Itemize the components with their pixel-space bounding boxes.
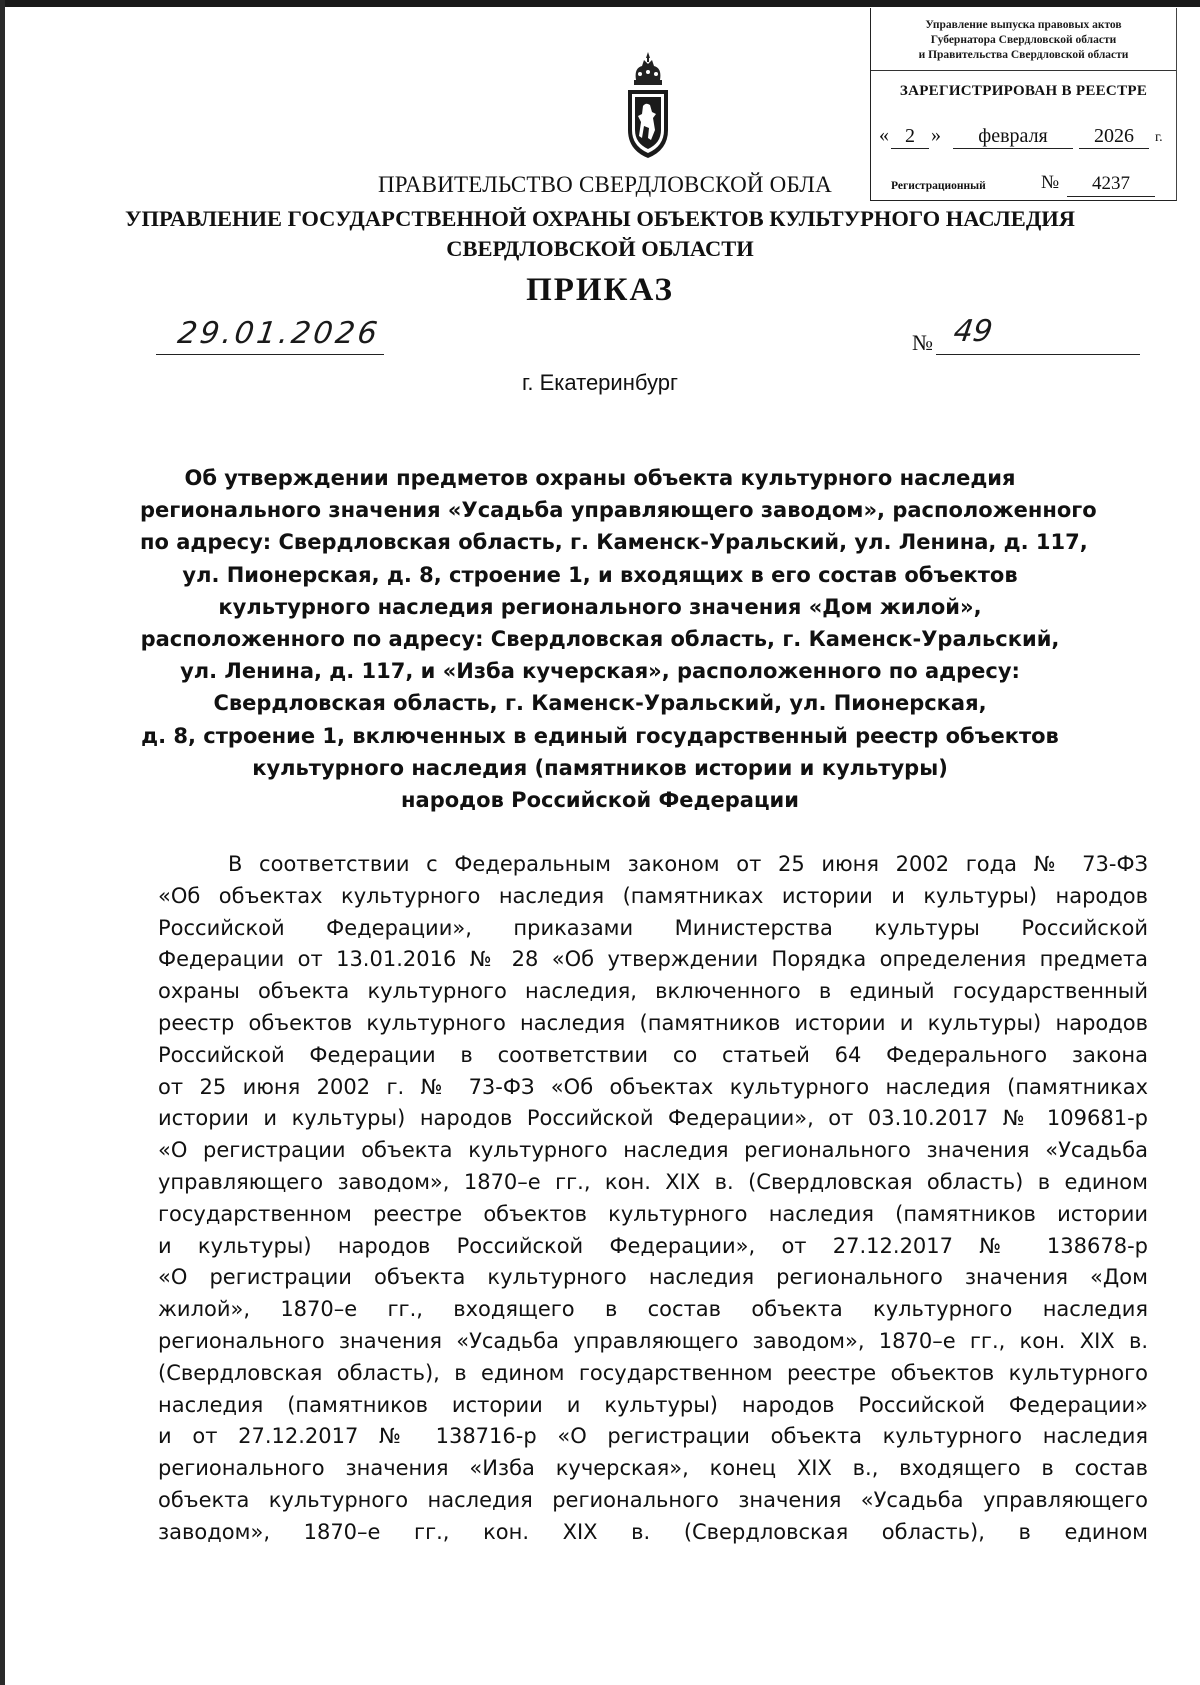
department-name-line-2: СВЕРДЛОВСКОЙ ОБЛАСТИ bbox=[446, 236, 754, 261]
stamp-day: 2 bbox=[891, 124, 929, 149]
stamp-date bbox=[879, 124, 1169, 152]
subject-line: по адресу: Свердловская область, г. Каменск-Уральский, ул. Ленина, д. 117, bbox=[140, 530, 1088, 555]
body-line: и культуры) народов Российской Федерации», от 27.12.2017 № 138678-р bbox=[158, 1233, 1148, 1258]
body-line: государственном реестре объектов культурного наследия (памятников истории bbox=[158, 1201, 1148, 1226]
body-line: В соответствии с Федеральным законом от 25 июня 2002 года № 73-ФЗ bbox=[228, 852, 1148, 876]
stamp-year-suffix: г. bbox=[1155, 130, 1163, 145]
body-line: Федерации от 13.01.2016 № 28 «Об утверждении Порядка определения предмета bbox=[158, 947, 1148, 972]
body-line: наследия (памятников истории и культуры) народов Российской Федерации» bbox=[158, 1392, 1148, 1417]
stamp-month: февраля bbox=[953, 124, 1073, 149]
order-number-sign: № bbox=[912, 330, 933, 355]
stamp-registration-number bbox=[891, 172, 1171, 198]
subject-line: ул. Ленина, д. 117, и «Изба кучерская», расположенного по адресу: bbox=[180, 659, 1020, 684]
order-number-field bbox=[936, 314, 1140, 355]
subject-line: Об утверждении предметов охраны объекта культурного наследия bbox=[184, 466, 1016, 490]
body-line: объекта культурного наследия регионального значения «Усадьба управляющего bbox=[158, 1487, 1148, 1512]
subject-line: расположенного по адресу: Свердловская область, г. Каменск-Уральский, bbox=[140, 627, 1060, 652]
body-line: управляющего заводом», 1870–е гг., кон. XIX в. (Свердловская область) в едином bbox=[158, 1169, 1148, 1194]
stamp-regno-sign: № bbox=[1041, 172, 1060, 193]
subject-line: культурного наследия регионального значения «Дом жилой», bbox=[218, 594, 982, 619]
body-line: истории и культуры) народов Российской Федерации», от 03.10.2017 № 109681-р bbox=[158, 1106, 1148, 1131]
subject-line: д. 8, строение 1, включенных в единый государственный реестр объектов bbox=[141, 723, 1059, 748]
body-line: «Об объектах культурного наследия (памятниках истории и культуры) народов bbox=[158, 883, 1148, 908]
stamp-date-close-quote: » bbox=[931, 124, 941, 146]
stamp-divider bbox=[871, 70, 1176, 71]
stamp-office-line: Управление выпуска правовых актов bbox=[925, 19, 1122, 31]
stamp-regno-label: Регистрационный bbox=[891, 180, 986, 192]
body-line: охраны объекта культурного наследия, включенного в единый государственный bbox=[158, 979, 1148, 1004]
subject-line: регионального значения «Усадьба управляющего заводом», расположенного bbox=[140, 498, 1097, 523]
order-date-field bbox=[156, 318, 384, 355]
stamp-registered-label: ЗАРЕГИСТРИРОВАН В РЕЕСТРЕ bbox=[899, 83, 1148, 99]
order-number-handwritten: 49 bbox=[951, 314, 995, 349]
government-name: ПРАВИТЕЛЬСТВО СВЕРДЛОВСКОЙ ОБЛА bbox=[378, 172, 832, 197]
body-line: Российской Федерации в соответствии со статьей 64 Федерального закона bbox=[158, 1042, 1148, 1067]
stamp-office-line: Губернатора Свердловской области bbox=[930, 34, 1117, 46]
order-date-handwritten: 29.01.2026 bbox=[175, 316, 383, 351]
body-line: «О регистрации объекта культурного наследия регионального значения «Усадьба bbox=[158, 1138, 1148, 1163]
stamp-year: 2026 bbox=[1079, 124, 1149, 149]
subject-line: культурного наследия (памятников истории и культуры) bbox=[252, 755, 948, 780]
order-subject bbox=[140, 462, 1097, 816]
body-line: регионального значения «Усадьба управляющего заводом», 1870–е гг., кон. XIX в. bbox=[158, 1328, 1148, 1353]
body-line: Российской Федерации», приказами Министерства культуры Российской bbox=[158, 915, 1148, 940]
body-line: заводом», 1870–е гг., кон. XIX в. (Свердловская область), в едином bbox=[158, 1519, 1148, 1544]
scan-top-edge bbox=[0, 0, 1200, 7]
body-line: от 25 июня 2002 г. № 73-ФЗ «Об объектах культурного наследия (памятниках bbox=[158, 1074, 1148, 1099]
body-line: (Свердловская область), в едином государственном реестре объектов культурного bbox=[158, 1360, 1148, 1385]
registration-stamp bbox=[870, 8, 1177, 201]
stamp-office-line: и Правительства Свердловской области bbox=[918, 49, 1129, 61]
body-line: жилой», 1870–е гг., входящего в состав объекта культурного наследия bbox=[158, 1297, 1148, 1322]
subject-line: Свердловская область, г. Каменск-Уральский, ул. Пионерская, bbox=[213, 691, 987, 716]
body-line: и от 27.12.2017 № 138716-р «О регистрации объекта культурного наследия bbox=[158, 1424, 1148, 1449]
coat-of-arms-icon bbox=[622, 50, 674, 162]
subject-line: народов Российской Федерации bbox=[401, 788, 799, 813]
stamp-date-open-quote: « bbox=[879, 124, 889, 146]
subject-line: ул. Пионерская, д. 8, строение 1, и входящих в его состав объектов bbox=[182, 562, 1018, 587]
body-line: реестр объектов культурного наследия (памятников истории и культуры) народов bbox=[158, 1010, 1148, 1035]
body-line: регионального значения «Изба кучерская», конец XIX в., входящего в состав bbox=[158, 1456, 1148, 1481]
document-type-title: ПРИКАЗ bbox=[526, 272, 674, 308]
stamp-office bbox=[871, 18, 1176, 63]
order-body bbox=[158, 849, 1148, 1549]
department-name-line-1: УПРАВЛЕНИЕ ГОСУДАРСТВЕННОЙ ОХРАНЫ ОБЪЕКТОВ КУЛЬТУРНОГО НАСЛЕДИЯ bbox=[124, 206, 1076, 231]
stamp-regno-value: 4237 bbox=[1067, 172, 1155, 197]
city-line: г. Екатеринбург bbox=[522, 370, 678, 395]
body-line: «О регистрации объекта культурного наследия регионального значения «Дом bbox=[158, 1265, 1148, 1290]
